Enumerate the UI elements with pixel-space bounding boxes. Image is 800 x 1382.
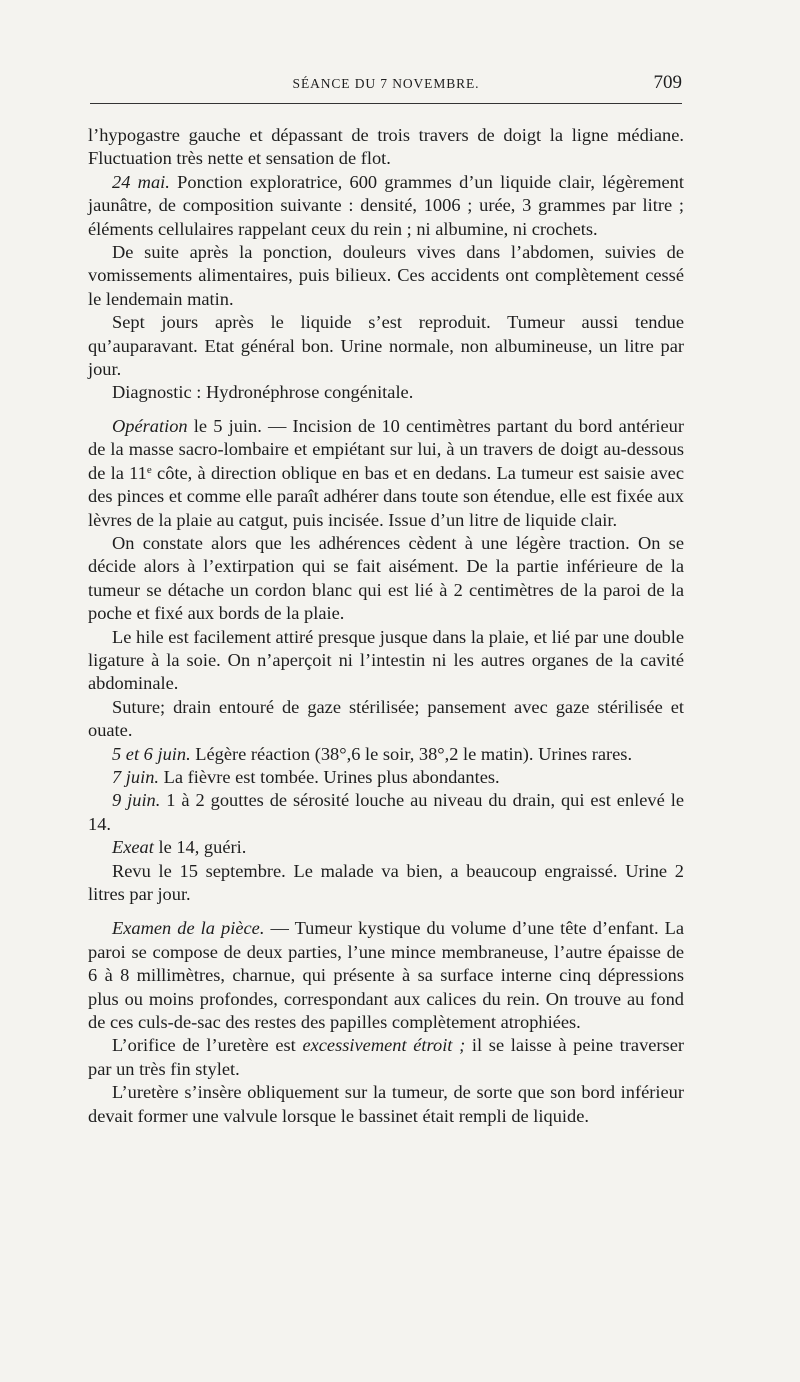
paragraph-13: Exeat le 14, guéri.: [112, 837, 247, 858]
paragraph-12: 9 juin. 1 à 2 gouttes de sérosité louche au niveau du drain, qui est enlevé le 14.: [88, 790, 684, 834]
running-title: SÉANCE DU 7 NOVEMBRE.: [292, 76, 480, 91]
paragraph-7: On constate alors que les adhérences cèdent à une légère traction. On se décide alors à l’extirpation qui se fait aisément. De la partie inférieure de la tumeur se détache un cordon blanc qui est lié à 2 centimètres de la paroi de la poche et fixé aux bords de la plaie.: [88, 532, 684, 624]
paragraph-5: Diagnostic : Hydronéphrose congénitale.: [112, 382, 414, 403]
paragraph-14: Revu le 15 septembre. Le malade va bien, a beaucoup engraissé. Urine 2 litres par jour.: [88, 860, 684, 904]
body-text: [88, 124, 684, 1128]
header-rule: [90, 103, 682, 104]
paragraph-1: l’hypogastre gauche et dépassant de trois travers de doigt la ligne médiane. Fluctuation très nette et sensation de flot.: [88, 125, 684, 169]
paragraph-3: De suite après la ponction, douleurs vives dans l’abdomen, suivies de vomissements alimentaires, puis bilieux. Ces accidents ont complètement cessé le lendemain matin.: [88, 242, 684, 309]
page-number: 709: [653, 72, 682, 93]
paragraph-16: L’orifice de l’uretère est excessivement étroit ; il se laisse à peine traverser par un très fin stylet.: [88, 1035, 684, 1079]
paragraph-11: 7 juin. La fièvre est tombée. Urines plus abondantes.: [112, 766, 500, 787]
paragraph-2: 24 mai. Ponction exploratrice, 600 grammes d’un liquide clair, légèrement jaunâtre, de composition suivante : densité, 1006 ; urée, 3 grammes par litre ; éléments cellulaires rappelant ceux du rein ; ni albumine, ni crochets.: [88, 171, 684, 239]
paragraph-17: L’uretère s’insère obliquement sur la tumeur, de sorte que son bord inférieur devait former une valvule lorsque le bassinet était rempli de liquide.: [88, 1082, 684, 1126]
paragraph-10: 5 et 6 juin. Légère réaction (38°,6 le soir, 38°,2 le matin). Urines rares.: [112, 743, 633, 764]
page-header: [90, 72, 682, 98]
paragraph-9: Suture; drain entouré de gaze stérilisée; pansement avec gaze stérilisée et ouate.: [88, 696, 684, 741]
paragraph-6: Opération le 5 juin. — Incision de 10 centimètres partant du bord antérieur de la masse sacro-lombaire et empiétant sur lui, à un travers de doigt au-dessous de la 11e côte, à direction oblique en bas et en dedans. La tumeur est saisie avec des pinces et comme elle paraît adhérer dans toute son étendue, elle est fixée aux lèvres de la plaie au catgut, puis incisée. Issue d’un litre de liquide clair.: [88, 415, 684, 530]
paragraph-8: Le hile est facilement attiré presque jusque dans la plaie, et lié par une double ligature à la soie. On n’aperçoit ni l’intestin ni les autres organes de la cavité abdominale.: [88, 626, 684, 694]
paragraph-15: Examen de la pièce. — Tumeur kystique du volume d’une tête d’enfant. La paroi se compose de deux parties, l’une mince membraneuse, l’autre épaisse de 6 à 8 millimètres, charnue, qui présente à sa surface interne cinq dépressions plus ou moins profondes, correspondant aux calices du rein. On trouve au fond de ces culs-de-sac des restes des papilles complètement atrophiées.: [88, 918, 685, 1033]
paragraph-4: Sept jours après le liquide s’est reproduit. Tumeur aussi tendue qu’auparavant. Etat général bon. Urine normale, non albumineuse, un litre par jour.: [88, 312, 684, 380]
